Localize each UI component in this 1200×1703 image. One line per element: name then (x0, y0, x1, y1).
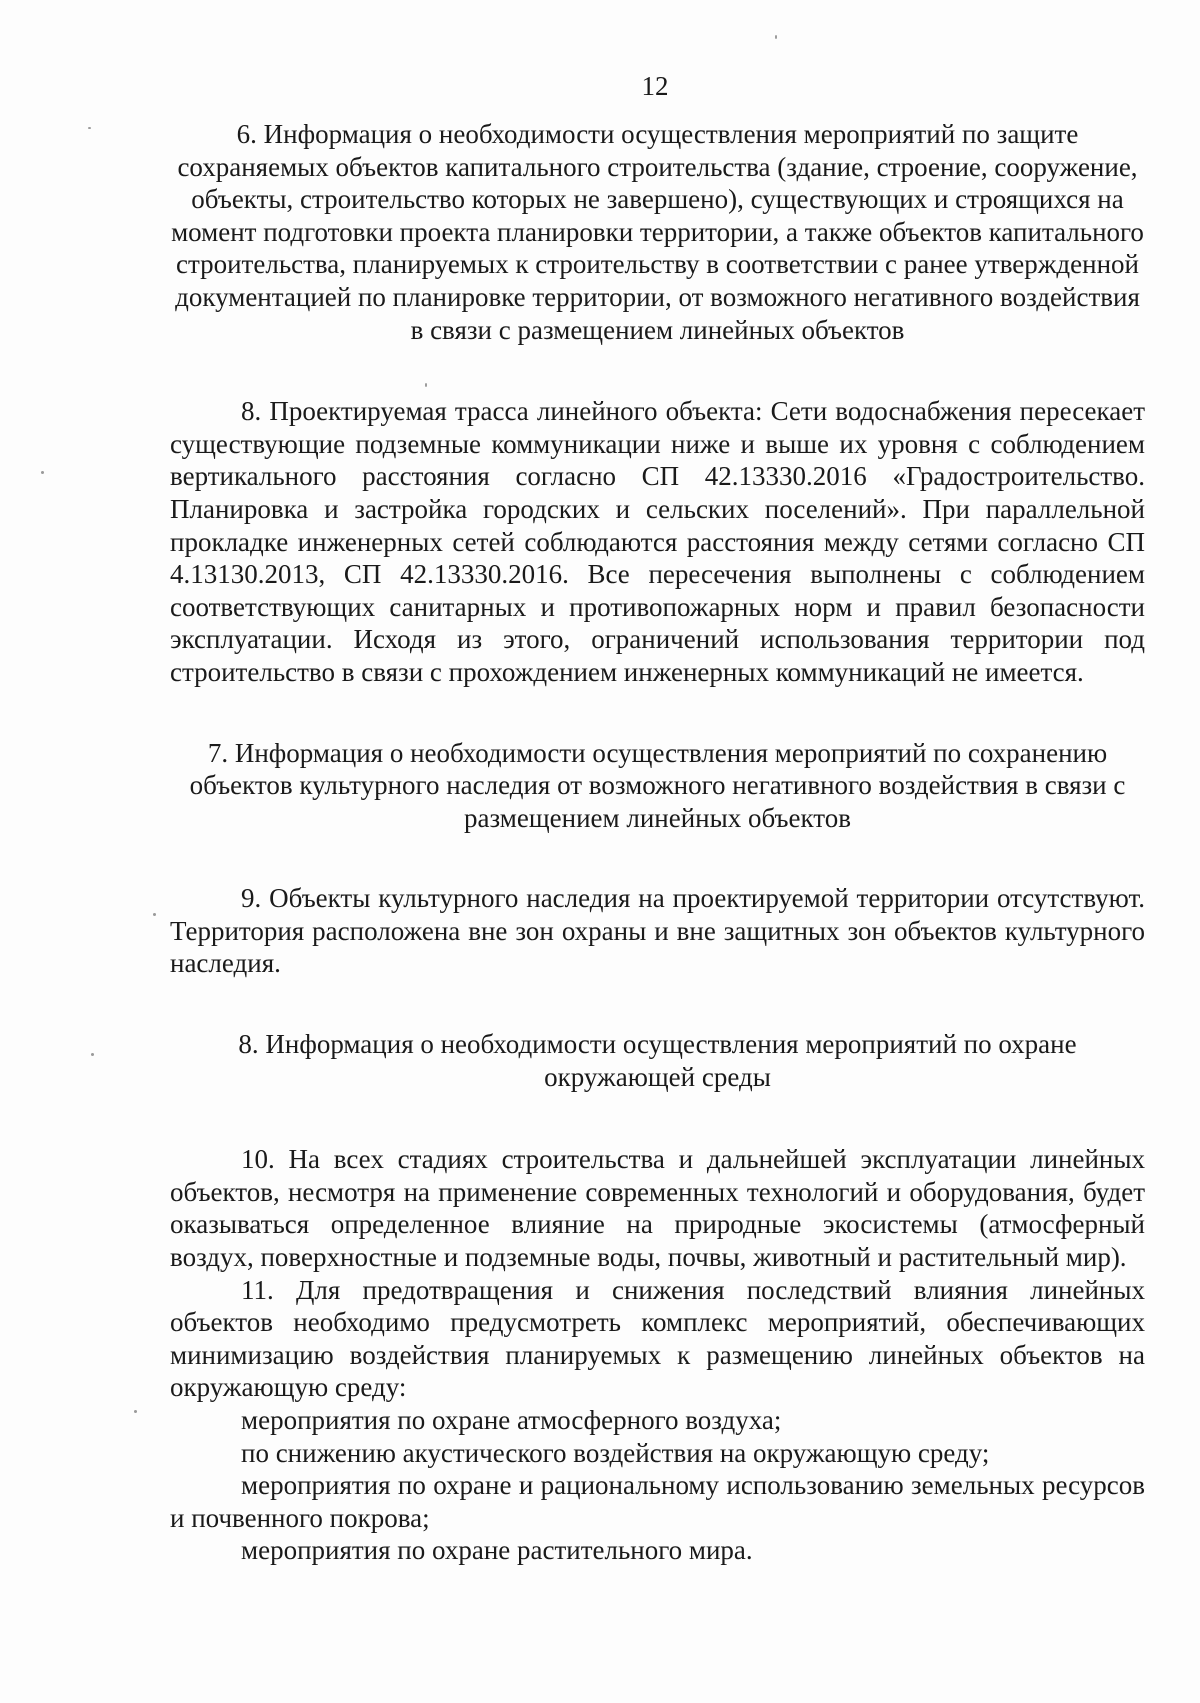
scan-speck (425, 383, 427, 387)
document-body (170, 118, 1145, 1567)
paragraph-8: 8. Проектируемая трасса линейного объекта: Сети водоснабжения пересекает существующие подземные коммуникации ниже и выше их уровня с соблюдением вертикального расстояния согласно СП 42.13330.2016 «Градостроительство. Планировка и застройка городских и сельских поселений». При параллельной прокладке инженерных сетей соблюдаются расстояния между сетями согласно СП 4.13130.2013, СП 42.13330.2016. Все пересечения выполнены с соблюдением соответствующих санитарных и противопожарных норм и правил безопасности эксплуатации. Исходя из этого, ограничений использования территории под строительство в связи с прохождением инженерных коммуникаций не имеется. (170, 396, 1145, 687)
page-number: 12 (641, 71, 669, 101)
measure-item: мероприятия по охране и рациональному использованию земельных ресурсов и почвенного покрова; (170, 1470, 1145, 1533)
section-6-heading: 6. Информация о необходимости осуществления мероприятий по защите сохраняемых объектов капитального строительства (здание, строение, сооружение, объекты, строительство которых не завершено), существующих и строящихся на момент подготовки проекта планировки территории, а также объектов капитального строительства, планируемых к строительству в соответствии с ранее утвержденной документацией по планировке территории, от возможного негативного воздействия в связи с размещением линейных объектов (171, 119, 1144, 345)
section-8-heading: 8. Информация о необходимости осуществления мероприятий по охране окружающей среды (238, 1029, 1077, 1092)
paragraph-9: 9. Объекты культурного наследия на проектируемой территории отсутствуют. Территория расположена вне зон охраны и вне защитных зон объектов культурного наследия. (170, 883, 1145, 979)
scan-speck (88, 127, 91, 129)
measure-item: мероприятия по охране растительного мира. (241, 1535, 753, 1566)
scan-speck (153, 913, 156, 916)
paragraph-10: 10. На всех стадиях строительства и дальнейшей эксплуатации линейных объектов, несмотря на применение современных технологий и оборудования, будет оказываться определенное влияние на природные экосистемы (атмосферный воздух, поверхностные и подземные воды, почвы, животный и растительный мир). (170, 1144, 1145, 1273)
paragraph-11: 11. Для предотвращения и снижения последствий влияния линейных объектов необходимо предусмотреть комплекс мероприятий, обеспечивающих минимизацию воздействия планируемых к размещению линейных объектов на окружающую среду: (170, 1274, 1145, 1403)
section-7-heading: 7. Информация о необходимости осуществления мероприятий по сохранению объектов культурного наследия от возможного негативного воздействия в связи с размещением линейных объектов (189, 737, 1126, 833)
scan-speck (41, 471, 44, 474)
measure-item: мероприятия по охране атмосферного воздуха; (241, 1405, 782, 1435)
scan-speck (91, 1053, 94, 1056)
scan-speck (134, 1410, 137, 1413)
measure-item: по снижению акустического воздействия на окружающую среду; (241, 1437, 990, 1468)
scan-speck (775, 35, 777, 39)
